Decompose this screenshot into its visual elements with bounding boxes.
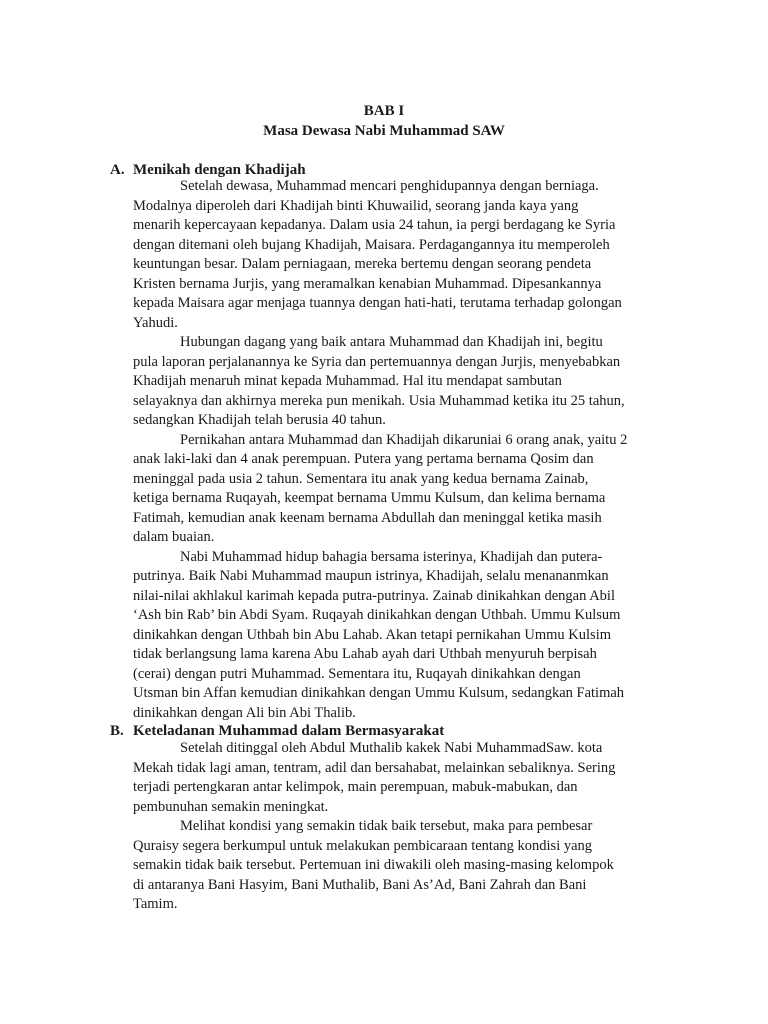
text-line: Yahudi. (133, 314, 178, 331)
text-line: Pernikahan antara Muhammad dan Khadijah dikaruniai 6 orang anak, yaitu 2 (180, 431, 628, 448)
text-line: Mekah tidak lagi aman, tentram, adil dan bersahabat, melainkan sebaliknya. Sering (133, 759, 616, 776)
text-line: pembunuhan semakin meningkat. (133, 798, 329, 815)
text-line: ketiga bernama Ruqayah, keempat bernama Ummu Kulsum, dan kelima bernama (133, 490, 606, 506)
paragraph (133, 817, 653, 915)
paragraph (133, 333, 653, 431)
section-letter: B. (110, 723, 124, 739)
text-line: dalam buaian. (133, 529, 215, 545)
text-line: Kristen bernama Jurjis, yang meramalkan kenabian Muhammad. Dipesankannya (133, 275, 602, 292)
text-line: (cerai) dengan putri Muhammad. Sementara itu, Ruqayah dinikahkan dengan (133, 665, 581, 682)
text-line: kepada Maisara agar menjaga tuannya dengan hati-hati, terutama terhadap golongan (133, 295, 622, 311)
text-line: putrinya. Baik Nabi Muhammad maupun istrinya, Khadijah, selalu menananmkan (133, 568, 609, 584)
text-line: dinikahkan dengan Ali bin Abi Thalib. (133, 704, 356, 721)
text-line: dinikahkan dengan Uthbah bin Abu Lahab. Akan tetapi pernikahan Ummu Kulsim (133, 626, 611, 643)
section-letter: A. (110, 162, 125, 178)
chapter-number: BAB I (363, 103, 405, 119)
text-line: Fatimah, kemudian anak keenam bernama Abdullah dan meninggal ketika masih (133, 509, 602, 526)
text-line: di antaranya Bani Hasyim, Bani Muthalib, Bani As’Ad, Bani Zahrah dan Bani (133, 876, 587, 893)
section-title: Keteladanan Muhammad dalam Bermasyarakat (133, 723, 445, 739)
text-line: sedangkan Khadijah telah berusia 40 tahun. (133, 412, 386, 428)
text-line: Utsman bin Affan kemudian dinikahkan dengan Ummu Kulsum, sedangkan Fatimah (133, 685, 625, 701)
text-line: Khadijah menaruh minat kepada Muhammad. Hal itu mendapat sambutan (133, 373, 562, 389)
text-line: dengan ditemani oleh bujang Khadijah, Maisara. Perdagangannya itu memperoleh (133, 236, 610, 253)
text-line: Modalnya diperoleh dari Khadijah binti Khuwailid, seorang janda kaya yang (133, 197, 579, 214)
paragraph (133, 431, 653, 548)
text-line: ‘Ash bin Rab’ bin Abdi Syam. Ruqayah dinikahkan dengan Uthbah. Ummu Kulsum (133, 607, 621, 623)
paragraph (133, 177, 653, 333)
text-line: Nabi Muhammad hidup bahagia bersama isterinya, Khadijah dan putera- (180, 548, 603, 565)
text-line: terjadi pertengkaran antar kelimpok, main perempuan, mabuk-mabukan, dan (133, 779, 578, 795)
text-line: anak laki-laki dan 4 anak perempuan. Putera yang pertama bernama Qosim dan (133, 451, 594, 467)
paragraph (133, 739, 653, 817)
text-line: Tamim. (133, 896, 178, 912)
section-body-b (133, 739, 653, 915)
text-line: meninggal pada usia 2 tahun. Sementara itu anak yang kedua bernama Zainab, (133, 470, 589, 487)
text-line: keuntungan besar. Dalam perniagaan, mereka bertemu dengan seorang pendeta (133, 256, 592, 272)
section-body-a (133, 177, 653, 723)
text-line: Setelah ditinggal oleh Abdul Muthalib kakek Nabi MuhammadSaw. kota (180, 740, 603, 756)
text-line: semakin tidak baik tersebut. Pertemuan ini diwakili oleh masing-masing kelompok (133, 857, 614, 873)
text-line: selayaknya dan akhirnya mereka pun menikah. Usia Muhammad ketika itu 25 tahun, (133, 392, 625, 409)
text-line: Melihat kondisi yang semakin tidak baik tersebut, maka para pembesar (180, 818, 593, 834)
text-line: Hubungan dagang yang baik antara Muhammad dan Khadijah ini, begitu (180, 334, 603, 350)
text-line: tidak berlangsung lama karena Abu Lahab ayah dari Uthbah menyuruh berpisah (133, 646, 597, 662)
text-line: pula laporan perjalanannya ke Syria dan pertemuannya dengan Jurjis, menyebabkan (133, 353, 621, 370)
text-line: menarih kepercayaan kepadanya. Dalam usia 24 tahun, ia pergi berdagang ke Syria (133, 217, 616, 233)
paragraph (133, 548, 653, 724)
chapter-title: Masa Dewasa Nabi Muhammad SAW (263, 123, 505, 139)
text-line: Setelah dewasa, Muhammad mencari penghidupannya dengan berniaga. (180, 178, 599, 194)
text-line: nilai-nilai akhlakul karimah kepada putra-putrinya. Zainab dinikahkan dengan Abil (133, 587, 615, 604)
text-line: Quraisy segera berkumpul untuk melakukan pembicaraan tentang kondisi yang (133, 837, 593, 854)
section-title: Menikah dengan Khadijah (133, 162, 306, 178)
section-heading-b (110, 723, 444, 740)
